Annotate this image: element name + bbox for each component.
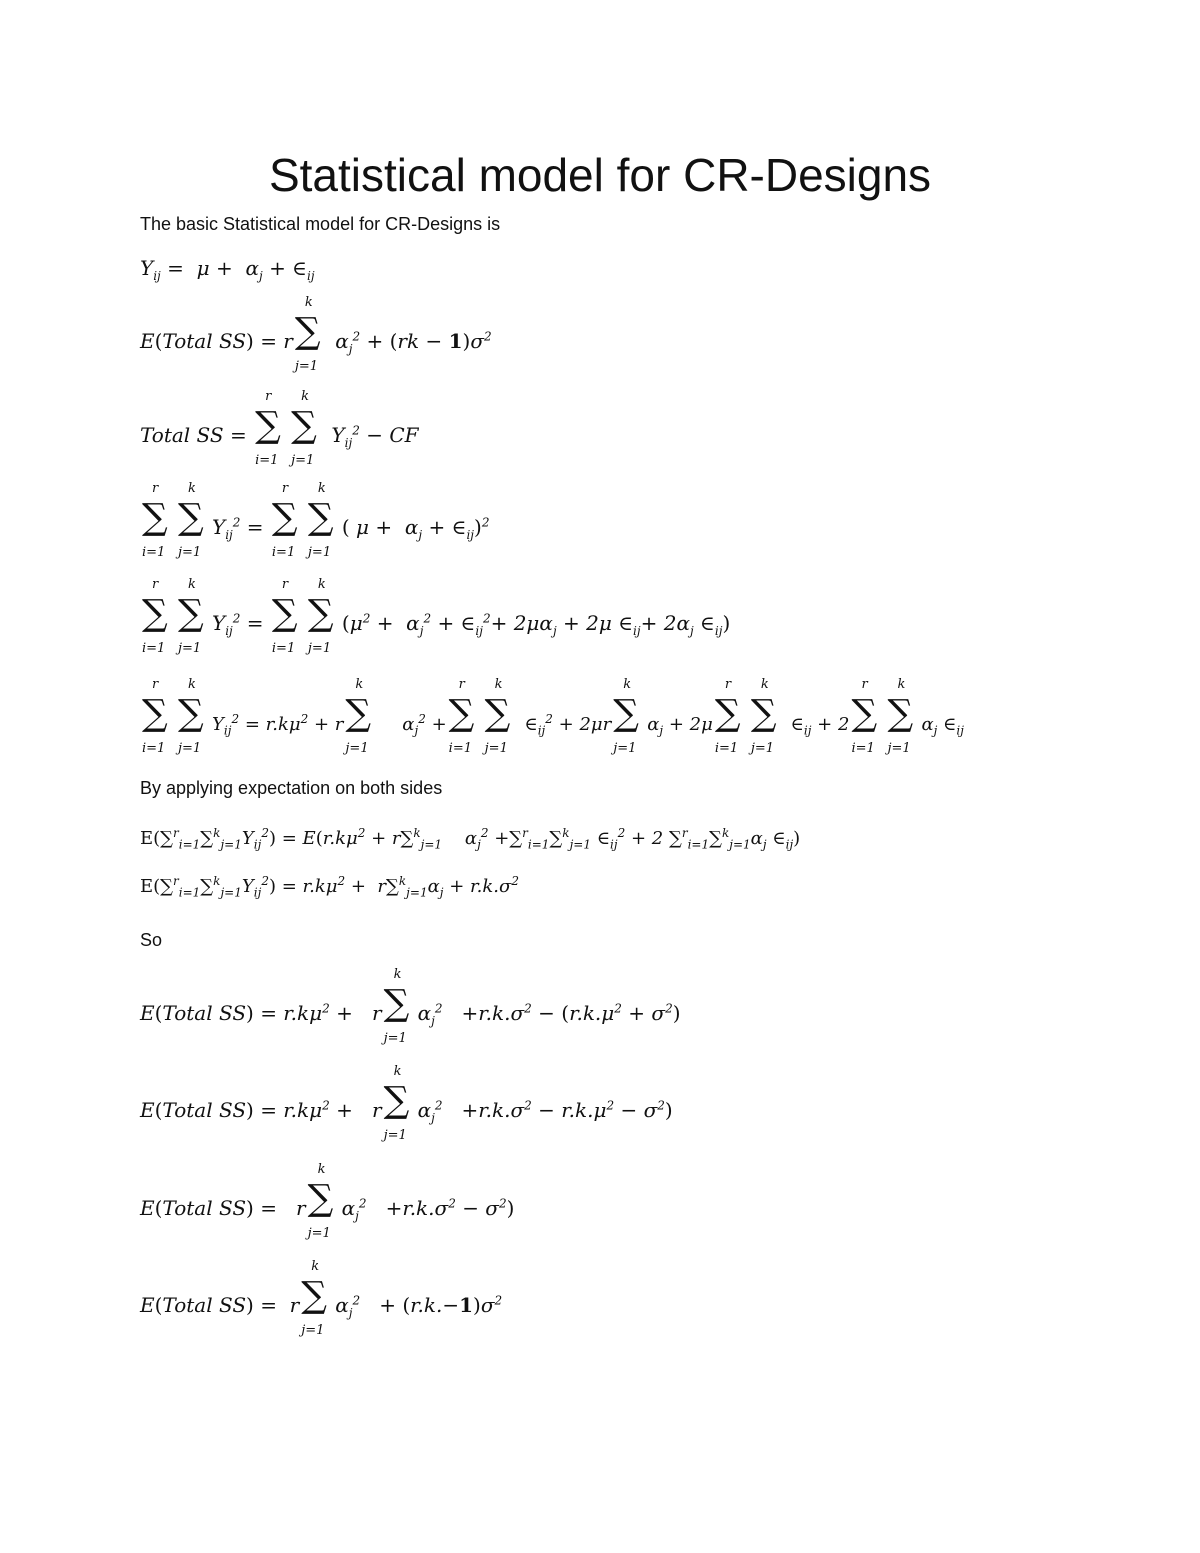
page-title: Statistical model for CR-Designs [268, 149, 932, 201]
expectation-note: By applying expectation on both sides [140, 778, 443, 798]
so-label: So [140, 930, 163, 950]
result-equation-3: E(Total SS) = r ∑ k j=1 $\alpha_j^2$ $+r.k.\sigma^2 - \sigma^2$) [140, 1162, 515, 1241]
intro-text: The basic Statistical model for CR-Designs is [140, 214, 501, 234]
result-equation-4: E(Total SS) = r ∑ k j=1 $\alpha_j^2$ + $(r.k.-1)\sigma^2$ [140, 1259, 503, 1338]
expectation-equation-2: $E(\sum^r_{i=1}\sum^k_{j=1}Y_{ij}^2) = r.k\mu^2 + r\sum^k_{j=1}\alpha_j + r.k.\sigma^2$ [140, 874, 519, 900]
expansion-equation-1: ∑ r i=1 ∑ k j=1 $Y_{ij}^2$ = ∑ r i=1 ∑ k j=1 ( $\mu + \alpha_j$ + $\in_{ij})^2$ [142, 481, 490, 560]
total-ss-equation: Total SS = ∑ r i=1 ∑ k j=1 $Y_{ij}^2$ − CF [140, 389, 419, 468]
e-total-ss-equation: E(Total SS) = r ∑ k j=1 $\alpha_j^2 + (rk - 1)\sigma^2$ [140, 295, 492, 374]
result-equation-1: E(Total $SS) = r.k\mu^2 + r$ ∑ k j=1 $\alpha_j^2$ $+r.k.\sigma^2 - (r.k.\mu^2 + \sigma^2)$ [140, 967, 681, 1046]
expectation-equation-1: $E(\sum^r_{i=1}\sum^k_{j=1}Y_{ij}^2) = E(r.k\mu^2 + r\sum^k_{j=1}$ $\alpha_j^2 +\sum^r_{i=1}\sum^k_{j=1}$ $\in_{ij}^2 + 2$ $\sum^r_{i=1}\sum^k_{j=1}\alpha_j$ $\in_{ij}$) [140, 826, 801, 852]
expansion-equation-2: ∑ r i=1 ∑ k j=1 $Y_{ij}^2$ = ∑ r i=1 ∑ k j=1 ($\mu^2 + \alpha_j^2$ + $\in_{ij}^2+ 2\mu\alpha_j + 2\mu$ $\in_{ij}+ 2\alpha_j$ $\in_{ij}$) [142, 577, 731, 656]
expansion-equation-3: ∑ r i=1 ∑ k j=1 $Y_{ij}^2 = r.k\mu^2 + r$ ∑ k j=1 $\alpha_j^2$ + ∑ r i=1 ∑ k j=1 $\in_{ij}^2 + 2\mu r$ ∑ k j=1 $\alpha_j + 2\mu$ ∑ r i=1 ∑ k j=1 $\in_{ij} + 2$ ∑ r i=1 ∑ k j=1 $\alpha_j$ $\in_{ij}$ [142, 677, 964, 756]
model-equation: $Y_{ij} = \mu + \alpha_j$ + $\in_{ij}$ [140, 256, 315, 283]
result-equation-2: E(Total $SS) = r.k\mu^2 + r$ ∑ k j=1 $\alpha_j^2$ $+r.k.\sigma^2 - r.k.\mu^2 - \sigma^2$) [140, 1064, 673, 1143]
